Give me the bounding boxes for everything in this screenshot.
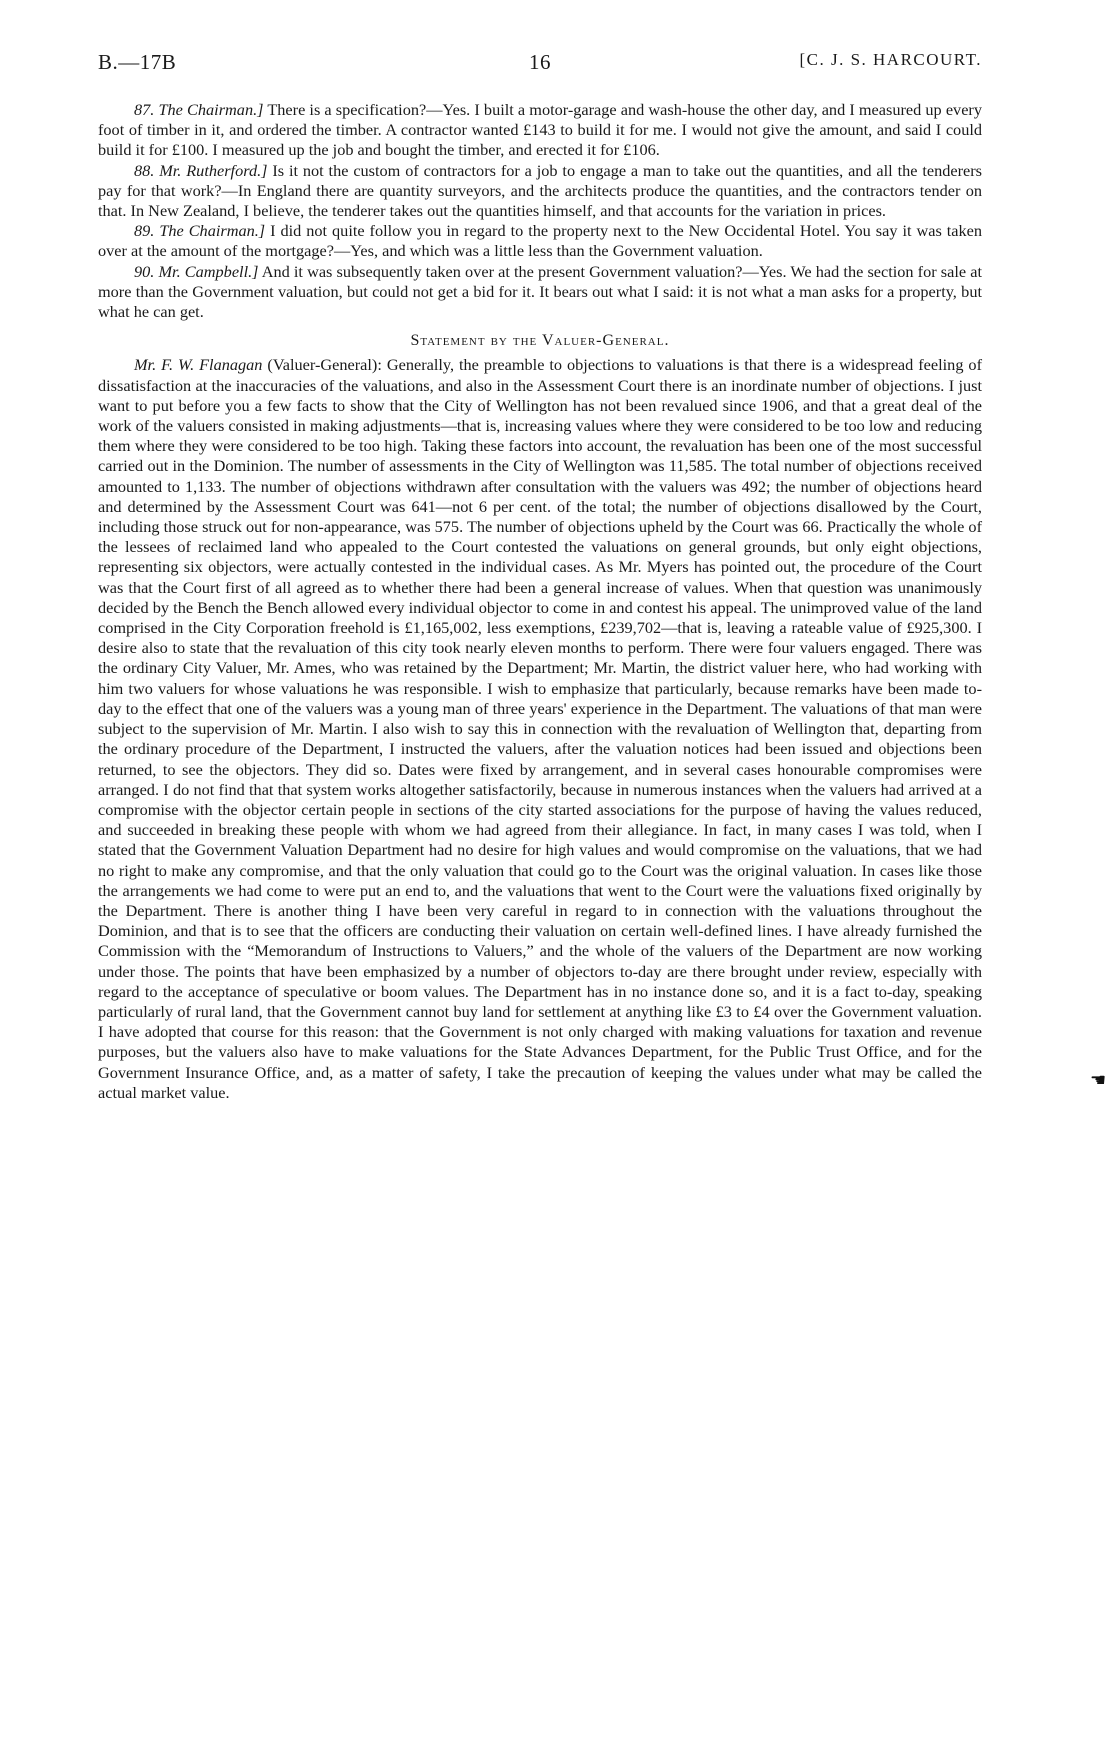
speaker-label: Mr. F. W. Flanagan (134, 355, 263, 375)
paragraph-89 (98, 221, 982, 261)
paragraph-87 (98, 100, 982, 161)
page-number: 16 (529, 50, 551, 74)
paragraph-88 (98, 161, 982, 222)
paragraph-text: Is it not the custom of contractors for a job to engage a man to take out the quantities, and all the tenderers pay for that work?—In England there are quantity surveyors, and the architects produce the quantities, and the contractors tender on that. In New Zealand, I believe, the tenderer takes out the quantities himself, and that accounts for the variation in prices. (98, 160, 982, 221)
speaker-label: 87. The Chairman.] (134, 100, 264, 119)
valuer-general-statement (98, 355, 982, 1103)
statement-text: (Valuer-General): Generally, the preamble to objections to valuations is that there is a widespread feeling of dissatisfaction at the inaccuracies of the valuations, and also in the Assessment Court there is an inordinate number of objections. I just want to put before you a few facts to show that the City of Wellington has not been revalued since 1906, and that a great deal of the work of the valuers consisted in making adjustments—that is, increasing values where they were considered to be too low and reducing them where they were considered to be too high. Taking these factors into account, the revaluation has been one of the most successful carried out in the Dominion. The number of assessments in the City of Wellington was 11,585. The total number of objections received amounted to 1,133. The number of objections withdrawn after consultation with the valuers was 492; the number of objections heard and determined by the Assessment Court was 641—not 6 per cent. of the total; the number of objections disallowed by the Court, including those struck out for non-appearance, was 575. The number of objections upheld by the Court was 66. Practically the whole of the lessees of reclaimed land who appealed to the Court contested the valuations on general grounds, but only eight objections, representing six objectors, were actually contested in the individual cases. As Mr. Myers has pointed out, the procedure of the Court was that the Court first of all agreed as to whether there had been a general increase of values. When that question was unanimously decided by the Bench the Bench allowed every individual objector to come in and contest his appeal. The unimproved value of the land comprised in the City Corporation freehold is £1,165,002, less exemptions, £239,702—that is, leaving a rateable value of £925,300. I desire also to state that the revaluation of this city took nearly eleven months to perform. There were four valuers engaged. There was the ordinary City Valuer, Mr. Ames, who was retained by the Department; Mr. Martin, the district valuer here, who had working with him two valuers for whose valuations he was responsible. I wish to emphasize that particularly, because remarks have been made to-day to the effect that one of the valuers was a young man of three years' experience in the Department. The valuations of that man were subject to the supervision of Mr. Martin. I also wish to say this in connection with the revaluation of Wellington that, departing from the ordinary procedure of the Department, I instructed the valuers, after the valuation notices had been issued and objections been returned, to see the objectors. They did so. Dates were fixed by arrangement, and in several cases honourable compromises were arranged. I do not find that that system works altogether satisfactorily, because in numerous instances when the valuers had arrived at a compromise with the objector certain people in sections of the city started associations for the purpose of having the values reduced, and succeeded in breaking these people with whom we had agreed from their allegiance. In fact, in many cases I was told, when I stated that the Government Valuation Department had no desire for high values and would compromise on the valuations, that we had no right to make any compromise, and that the only valuation that could go to the Court was the original valuation. In cases like those the arrangements we had come to were put an end to, and the valuations that went to the Court were the valuations fixed originally by the Department. There is another thing I have been very careful in regard to in connection with the valuations throughout the Dominion, and that is to see that the officers are conducting their valuation on certain well-defined lines. I have already furnished the Commission with the “Memorandum of Instructions to Valuers,” and the whole of the valuers of the Department are now working under those. The points that have been emphasized by a number of objectors to-day are there brought under review, especially with regard to the acceptance of speculative or boom values. The Department has in no instance done so, and it is a fact to-day, speaking particularly of rural land, that the Government cannot buy land for settlement at anything like £3 to £4 over the Government valuation. I have adopted that course for this reason: that the Government is not only charged with making valuations for taxation and revenue purposes, but the valuers also have to make valuations for the State Advances Department, for the Public Trust Office, and for the Government Insurance Office, and, as a matter of safety, I take the precaution of keeping the values under what may be called the actual market value. (98, 355, 982, 1102)
speaker-label: 88. Mr. Rutherford.] (134, 160, 268, 180)
speaker-label: 90. Mr. Campbell.] (134, 261, 259, 281)
document-reference: B.—17B (98, 50, 177, 74)
paragraph-text: There is a specification?—Yes. I built a motor-garage and wash-house the other day, and I measured up every foot of timber in it, and ordered the timber. A contractor wanted £143 to build it for me. I would not give the amount, and said I could build it for £100. I measured up the job and bought the timber, and erected it for £106. (98, 100, 982, 160)
margin-pointer-mark: ☚ (1090, 1070, 1107, 1090)
body-text (98, 100, 982, 1103)
paragraph-text: And it was subsequently taken over at the present Government valuation?—Yes. We had the section for sale at more than the Government valuation, but could not get a bid for it. It bears out what I said: it is not what a man asks for a property, but what he can get. (98, 261, 982, 322)
section-heading: Statement by the Valuer-General. (410, 332, 670, 350)
page-header (98, 50, 982, 80)
witness-name: [C. J. S. HARCOURT. (799, 50, 982, 69)
paragraph-90 (98, 262, 982, 323)
speaker-label: 89. The Chairman.] (134, 221, 266, 241)
paragraph-text: I did not quite follow you in regard to the property next to the New Occidental Hotel. You say it was taken over at the amount of the mortgage?—Yes, and which was a little less than the Government valuation. (98, 221, 982, 261)
